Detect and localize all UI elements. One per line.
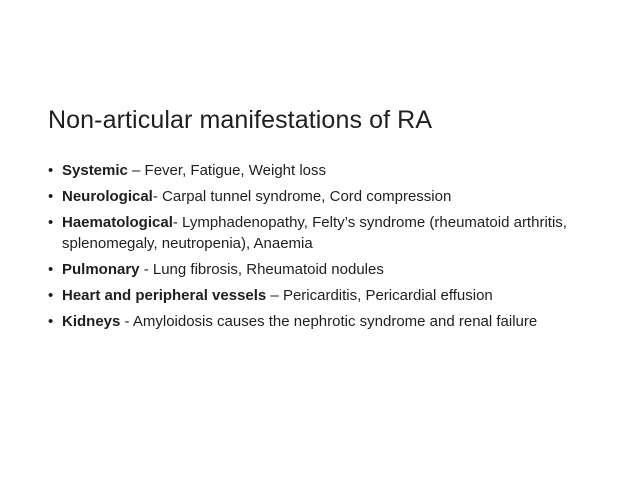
bullet-point: • [48,287,54,304]
bullet-item-neurological [48,186,588,207]
bullet-item-kidneys [48,311,588,332]
slide-title: Non-articular manifestations of RA [48,106,433,134]
bullet-item-systemic [48,160,588,181]
bullet-text: - Lung fibrosis, Rheumatoid nodules [139,261,384,278]
bullet-text: – Fever, Fatigue, Weight loss [127,162,327,179]
bullet-item-haematological [48,212,588,254]
bullet-item-heart-vessels [48,285,588,306]
bullet-term: Heart and peripheral vessels [62,287,267,304]
bullet-term: Pulmonary [62,261,140,278]
bullet-point: • [48,214,54,231]
bullet-list [48,160,588,337]
bullet-text: - Amyloidosis causes the nephrotic syndrome and renal failure [120,313,538,330]
bullet-term: Systemic [62,162,128,179]
bullet-point: • [48,188,54,205]
bullet-term: Neurological [62,188,153,205]
bullet-text: - Lymphadenopathy, Felty’s syndrome (rheumatoid arthritis, splenomegaly, neutropenia), Anaemia [62,214,567,252]
bullet-text: – Pericarditis, Pericardial effusion [266,287,493,304]
bullet-term: Kidneys [62,313,121,330]
bullet-term: Haematological [62,214,173,231]
bullet-text: - Carpal tunnel syndrome, Cord compression [152,188,452,205]
bullet-point: • [48,162,54,179]
bullet-item-pulmonary [48,259,588,280]
bullet-point: • [48,313,54,330]
bullet-point: • [48,261,54,278]
